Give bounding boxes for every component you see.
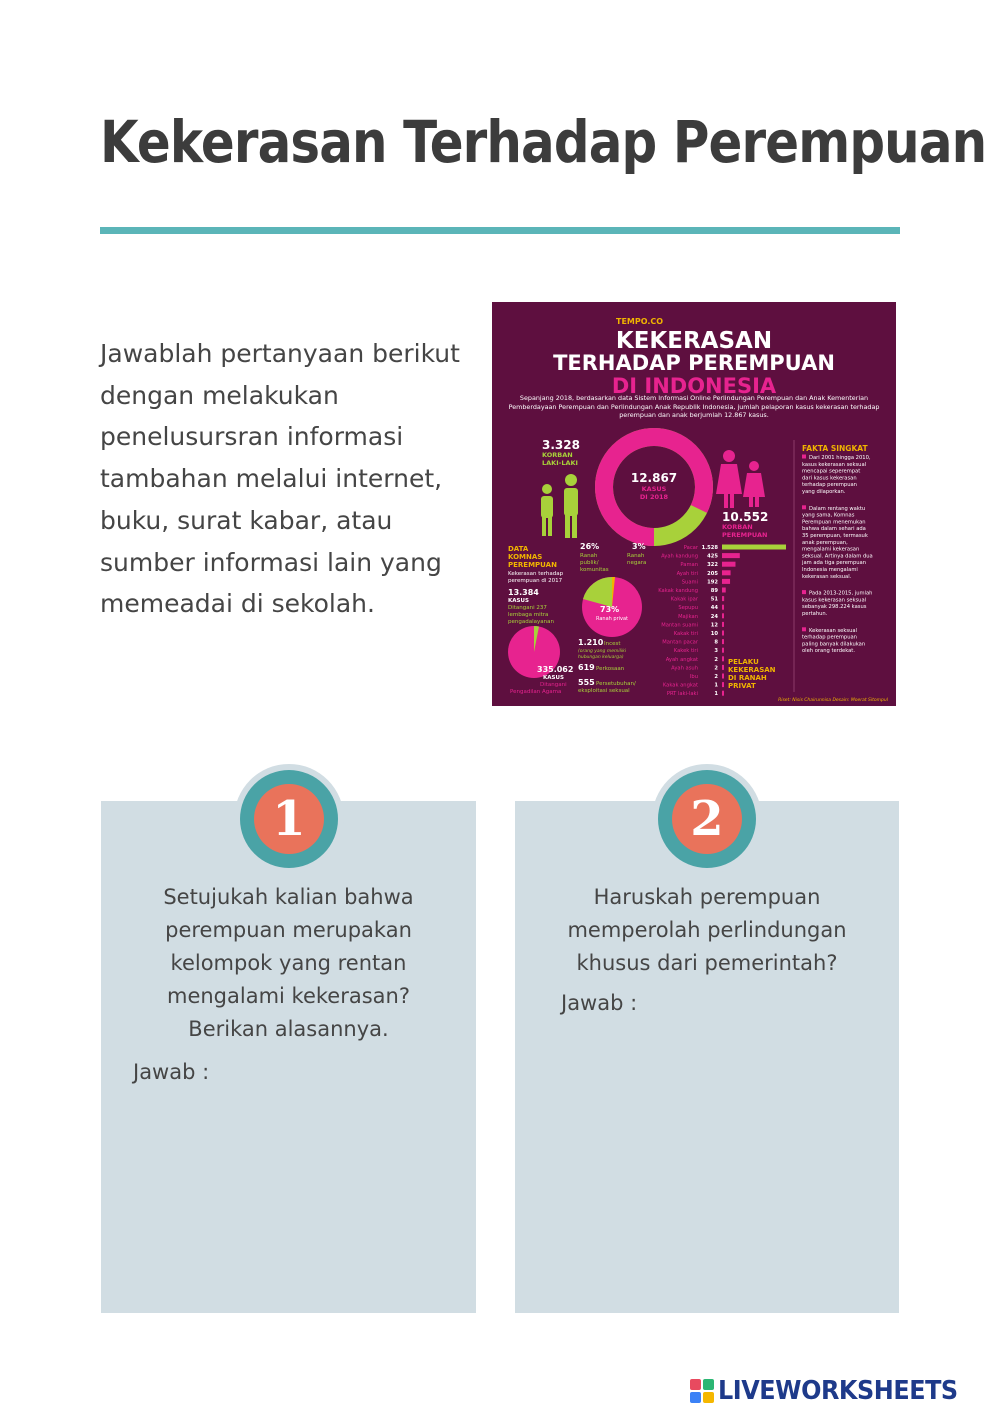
rape-label: Perkosaan (596, 666, 625, 672)
perpetrator-label: Ayah asuh (671, 665, 698, 672)
female-victims-label-2: PEREMPUAN (722, 531, 768, 539)
perpetrator-value: 1 (714, 691, 718, 698)
perpetrator-label: PRT laki-laki (666, 691, 698, 698)
cases-335062-value: 335.062 (537, 665, 574, 674)
fact-line: mengalami kekerasan (802, 546, 860, 553)
komnas-title-1: DATA (508, 545, 529, 553)
infographic-title-3: DI INDONESIA (611, 374, 777, 398)
perpetrator-label: Pacar (683, 545, 698, 551)
fact-bullet-icon (802, 627, 806, 631)
fact-line: 35 perempuan, termasuk (802, 533, 868, 539)
perpetrator-label: Suami (681, 579, 698, 586)
fact-line: kekerasan seksual. (802, 573, 852, 580)
perpetrator-value: 24 (710, 613, 718, 620)
cases-13384-label: KASUS (508, 598, 529, 604)
fact-line: jam ada tiga perempuan (802, 560, 867, 567)
perpetrator-bar (722, 579, 730, 584)
fact-line: Dari 2001 hingga 2010, (809, 455, 871, 461)
fact-line: Kekerasan seksual (809, 627, 857, 634)
fact-line: dari kasus kekerasan (802, 475, 857, 482)
cases-335062-label: KASUS (543, 675, 564, 681)
perpetrator-bar (722, 639, 724, 644)
perpetrator-value: 205 (707, 570, 718, 577)
public-label-2: publik/ (580, 560, 599, 566)
cases-335062-desc-1: Ditangani (540, 682, 567, 688)
liveworksheets-logo-text: LIVEWORKSHEETS (718, 1376, 958, 1406)
private-pct: 73% (600, 605, 620, 614)
incest-value: 1.210 (578, 638, 604, 647)
infographic-brand: TEMPO.CO (616, 317, 664, 326)
perpetrators-title-1: PELAKU (728, 658, 759, 666)
infographic-intro: Sepanjang 2018, berdasarkan data Sistem Informasi Online Perlindungan Perempuan dan Anak Kementerian Pemberdayaan Perempuan dan Perlindungan Anak Republik Indonesia, jumlah pelaporan kasus kekerasan terhadap perempuan dan anak berjumlah 12.867 kasus. (508, 394, 880, 420)
perpetrator-bar (722, 545, 786, 550)
perpetrator-label: Majikan (678, 613, 698, 620)
fact-line: yang sama, Komnas (802, 512, 855, 519)
perpetrator-label: Ibu (689, 674, 698, 680)
infographic-title-1: KEKERASAN (615, 328, 773, 354)
question-number-1: 1 (254, 784, 324, 854)
fact-line: seksual. Artinya dalam dua (802, 553, 873, 560)
question-card-1 (101, 791, 476, 1313)
perpetrator-value: 51 (710, 596, 718, 603)
question-card-2 (515, 791, 899, 1313)
perpetrator-label: Kakak ipar (670, 596, 698, 603)
fact-bullet-icon (802, 455, 806, 459)
fact-line: kasus kekerasan seksual (802, 461, 867, 468)
perpetrator-label: Kakak tiri (673, 631, 698, 637)
fact-line: terhadap perempuan (802, 634, 857, 641)
infographic-image (492, 302, 896, 706)
fact-line: yang dilaporkan. (802, 489, 846, 495)
sexual-value: 555 (578, 678, 595, 687)
perpetrator-label: Ayah angkat (665, 656, 698, 663)
perpetrator-bar (722, 674, 724, 679)
perpetrator-value: 89 (710, 588, 718, 594)
cases-13384-desc-1: Ditangani 237 (508, 605, 547, 611)
male-victims-label-1: KORBAN (542, 451, 573, 459)
cases-13384-value: 13.384 (508, 588, 539, 597)
perpetrators-title-3: DI RANAH (728, 674, 767, 682)
incest-label: Incest (604, 641, 621, 647)
state-pct: 3% (632, 542, 646, 551)
answer-label-2: Jawab : (561, 991, 638, 1015)
rape-value: 619 (578, 663, 595, 672)
fact-line: kasus kekerasan seksual (802, 597, 867, 604)
female-victims-value: 10.552 (722, 510, 769, 524)
perpetrator-bar (722, 588, 726, 593)
fact-line: terhadap perempuan (802, 482, 857, 489)
facts-title: FAKTA SINGKAT (802, 444, 868, 453)
female-victims-label-1: KORBAN (722, 523, 753, 531)
perpetrator-label: Sepupu (678, 605, 698, 612)
perpetrator-bar (722, 691, 724, 696)
perpetrator-bar (722, 631, 724, 636)
fact-line: anak perempuan, (802, 539, 848, 546)
perpetrator-value: 12 (710, 622, 718, 629)
title-divider (100, 227, 900, 234)
cases-335062-desc-2: Pengadilan Agama (510, 689, 562, 695)
answer-label-1: Jawab : (133, 1060, 210, 1084)
perpetrator-bar (722, 665, 724, 670)
perpetrator-value: 44 (710, 605, 718, 612)
perpetrator-value: 8 (714, 639, 718, 646)
perpetrator-bar (722, 682, 724, 687)
komnas-sub-2: perempuan di 2017 (508, 578, 563, 584)
fact-line: bahwa dalam sehari ada (802, 526, 866, 533)
komnas-title-2: KOMNAS (508, 553, 543, 561)
question-number-2: 2 (672, 784, 742, 854)
fact-line: Indonesia mengalami (802, 567, 858, 573)
incest-desc-1: (orang yang memiliki (578, 649, 626, 654)
question-text-2: Haruskah perempuan memperolah perlindungan khusus dari pemerintah? (567, 885, 847, 975)
private-label: Ranah privat (596, 616, 629, 622)
question-text-1: Setujukah kalian bahwa perempuan merupakan kelompok yang rentan mengalami kekerasan? Berikan alasannya. (163, 885, 414, 1041)
perpetrator-value: 3 (714, 648, 718, 655)
sexual-label-1: Persetubuhan/ (596, 681, 636, 687)
total-cases-value: 12.867 (630, 471, 678, 485)
cases-13384-desc-3: pengadalayanan (508, 619, 554, 625)
fact-bullet-icon (802, 505, 806, 509)
perpetrators-title-2: KEKERASAN (728, 666, 776, 674)
perpetrator-label: Mantan pacar (662, 639, 698, 646)
total-cases-label-1: KASUS (641, 485, 667, 493)
perpetrator-value: 2 (714, 665, 718, 672)
liveworksheets-logo-icon (690, 1379, 714, 1403)
instruction-text: Jawablah pertanyaan berikut dengan melakukan penelusursran informasi tambahan melalui internet, buku, surat kabar, atau sumber informasi lain yang memeadai di sekolah. (100, 339, 460, 619)
fact-line: paling banyak dilakukan (802, 641, 866, 648)
perpetrator-value: 1.528 (701, 545, 718, 551)
sexual-label-2: eksploitasi seksual (578, 688, 630, 694)
state-label-1: Ranah (627, 553, 645, 559)
public-label-3: komunitas (580, 567, 609, 573)
perpetrator-bar (722, 613, 724, 618)
fact-line: Pada 2013-2015, jumlah (809, 590, 873, 597)
perpetrator-bar (722, 622, 724, 627)
perpetrator-bar (722, 553, 740, 558)
public-label-1: Ranah (580, 553, 598, 559)
perpetrator-label: Mantan suami (661, 622, 698, 629)
perpetrators-title-4: PRIVAT (728, 682, 756, 690)
perpetrator-value: 10 (710, 631, 718, 637)
perpetrator-bar (722, 596, 724, 601)
question-badge-1 (234, 764, 344, 874)
fact-line: mencapai seperempat (802, 468, 861, 475)
male-victims-label-2: LAKI-LAKI (542, 459, 578, 467)
perpetrator-value: 192 (707, 579, 718, 586)
liveworksheets-logo[interactable] (690, 1376, 979, 1406)
fact-bullet-icon (802, 590, 806, 594)
public-pct: 26% (580, 542, 600, 551)
perpetrator-bar (722, 605, 724, 610)
perpetrator-label: Ayah kandung (661, 553, 698, 560)
fact-line: Dalam rentang waktu (809, 505, 866, 512)
perpetrator-bar (722, 570, 731, 575)
komnas-title-3: PEREMPUAN (508, 561, 557, 569)
perpetrator-bar (722, 656, 724, 661)
question-badge-2 (652, 764, 762, 874)
perpetrator-label: Paman (680, 562, 698, 569)
fact-line: sebanyak 298.224 kasus (802, 604, 867, 611)
state-label-2: negara (627, 560, 647, 566)
page-title: Kekerasan Terhadap Perempuan (100, 108, 987, 176)
fact-line: pertahun. (802, 611, 828, 617)
perpetrator-label: Kakak angkat (662, 682, 698, 689)
perpetrator-value: 2 (714, 674, 718, 680)
infographic-credits: Riset: Nisis Chairunnisa Desain: Moerat Sitompul (778, 698, 888, 703)
cases-13384-desc-2: lembaga mitra (508, 612, 549, 618)
perpetrator-bar (722, 648, 724, 653)
incest-desc-2: hubungan keluarga) (578, 655, 624, 660)
perpetrator-label: Kakak kandung (658, 588, 698, 594)
fact-line: Perempuan menemukan (802, 519, 866, 526)
male-victims-value: 3.328 (542, 438, 580, 452)
fact-line: oleh orang terdekat. (802, 648, 855, 655)
perpetrator-value: 2 (714, 656, 718, 663)
perpetrator-bar (722, 562, 735, 567)
total-cases-label-2: DI 2018 (639, 493, 669, 501)
perpetrator-value: 1 (714, 682, 718, 689)
perpetrator-label: Ayah tiri (676, 570, 698, 577)
komnas-sub-1: Kekerasan terhadap (508, 571, 564, 577)
perpetrator-value: 425 (707, 553, 718, 560)
perpetrator-value: 322 (707, 562, 718, 569)
perpetrator-label: Kakek tiri (673, 648, 698, 655)
infographic-title-2: TERHADAP PEREMPUAN (553, 351, 835, 375)
